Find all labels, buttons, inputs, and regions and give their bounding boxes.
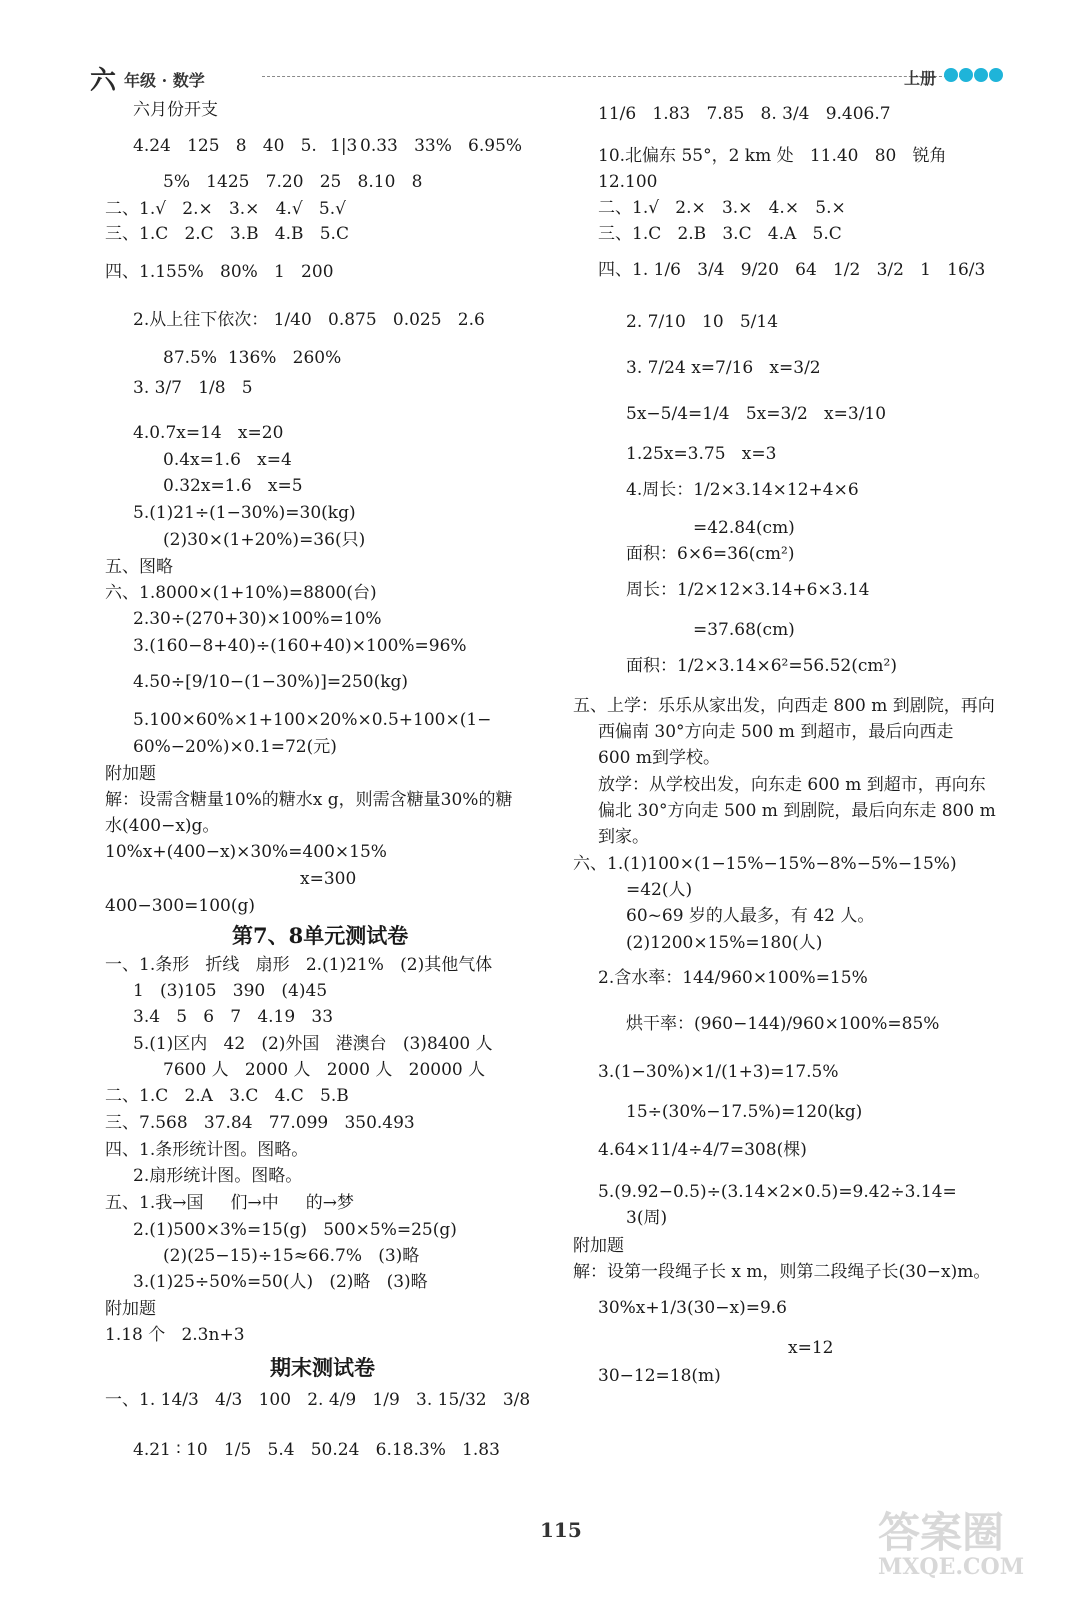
left-answer-line: 7600 人 2000 人 2000 人 20000 人 bbox=[163, 1060, 486, 1080]
left-answer-line: 六、1.8000×(1+10%)=8800(台) bbox=[105, 583, 377, 603]
left-answer-line: 三、7.568 37.84 77.099 350.493 bbox=[105, 1113, 415, 1133]
right-answer-line: =42(人) bbox=[626, 880, 693, 900]
right-answer-line: 4.周长：1/2×3.14×12+4×6 bbox=[626, 480, 859, 500]
right-answer-line: 600 m到学校。 bbox=[598, 748, 720, 768]
left-answer-line: 400−300=100(g) bbox=[105, 896, 255, 916]
right-answer-line: 四、1. 1/6 3/4 9/20 64 1/2 3/2 1 16/3 bbox=[598, 260, 986, 280]
right-answer-line: 二、1.√ 2.× 3.× 4.× 5.× bbox=[598, 198, 846, 218]
left-answer-line: 四、1.155% 80% 1 200 bbox=[105, 262, 334, 282]
left-answer-line: 附加题 bbox=[105, 1299, 156, 1319]
right-answer-line: 周长：1/2×12×3.14+6×3.14 bbox=[626, 580, 870, 600]
right-answer-line: 六、1.(1)100×(1−15%−15%−8%−5%−15%) bbox=[573, 854, 957, 874]
left-answer-line: 1 (3)105 390 (4)45 bbox=[133, 981, 328, 1001]
left-answer-line: 2.扇形统计图。图略。 bbox=[133, 1166, 303, 1186]
page-number: 115 bbox=[540, 1518, 582, 1542]
section-title-final: 期末测试卷 bbox=[270, 1355, 375, 1380]
left-answer-line: 1.18 个 2.3n+3 bbox=[105, 1325, 245, 1345]
left-answer-line: 60%−20%)×0.1=72(元) bbox=[133, 737, 337, 757]
right-answer-line: 面积：1/2×3.14×6²=56.52(cm²) bbox=[626, 656, 897, 676]
watermark-url: MXQE.COM bbox=[878, 1554, 1025, 1580]
left-answer-line: 一、1. 14/3 4/3 100 2. 4/9 1/9 3. 15/32 3/8 bbox=[105, 1390, 531, 1410]
subject-label: 年级 · 数学 bbox=[124, 71, 205, 90]
left-answer-line: 87.5% 136% 260% bbox=[163, 348, 342, 368]
left-answer-line: 4.24 125 8 40 5. bbox=[133, 136, 317, 156]
left-answer-line: (2)30×(1+20%)=36(只) bbox=[163, 530, 366, 550]
right-answer-line: 2. 7/10 10 5/14 bbox=[626, 312, 779, 332]
section-title-unit-7-8: 第7、8单元测试卷 bbox=[232, 923, 409, 948]
left-answer-line: 五、图略 bbox=[105, 557, 173, 577]
grade-label: 六 bbox=[90, 66, 117, 96]
series-logo-icon bbox=[944, 68, 1003, 82]
right-answer-line: 1.25x=3.75 x=3 bbox=[626, 444, 777, 464]
right-answer-line: 附加题 bbox=[573, 1236, 624, 1256]
right-answer-line: 30−12=18(m) bbox=[598, 1366, 721, 1386]
left-answer-line: 三、1.C 2.C 3.B 4.B 5.C bbox=[105, 224, 349, 244]
right-answer-line: 解：设第一段绳子长 x m，则第二段绳子长(30−x)m。 bbox=[573, 1262, 991, 1282]
right-answer-line: 放学：从学校出发，向东走 600 m 到超市，再向东 bbox=[598, 775, 986, 795]
right-answer-line: 西偏南 30°方向走 500 m 到超市，最后向西走 bbox=[598, 722, 954, 742]
left-answer-line: 3. 3/7 1/8 5 bbox=[133, 378, 253, 398]
right-answer-line: 3.(1−30%)×1/(1+3)=17.5% bbox=[598, 1062, 839, 1082]
left-answer-line: 四、1.条形统计图。图略。 bbox=[105, 1140, 309, 1160]
left-answer-line: 2.30÷(270+30)×100%=10% bbox=[133, 609, 382, 629]
left-answer-line: 附加题 bbox=[105, 764, 156, 784]
page-header bbox=[82, 60, 1012, 94]
right-answer-line: 3(周) bbox=[626, 1208, 668, 1228]
volume-label: 上册 bbox=[904, 69, 937, 88]
right-answer-line: 到家。 bbox=[598, 827, 649, 847]
watermark-logo bbox=[878, 1500, 1028, 1580]
right-answer-line: x=12 bbox=[788, 1338, 834, 1358]
right-answer-line: 偏北 30°方向走 500 m 到剧院，最后向东走 800 m bbox=[598, 801, 996, 821]
right-answer-line: 30%x+1/3(30−x)=9.6 bbox=[598, 1298, 787, 1318]
left-answer-line: 二、1.C 2.A 3.C 4.C 5.B bbox=[105, 1086, 349, 1106]
left-answer-line: 0.32x=1.6 x=5 bbox=[163, 476, 303, 496]
left-answer-line: 3.(1)25÷50%=50(人) (2)略 (3)略 bbox=[133, 1272, 428, 1292]
right-answer-line: 15÷(30%−17.5%)=120(kg) bbox=[626, 1102, 863, 1122]
right-answer-line: 五、上学：乐乐从家出发，向西走 800 m 到剧院，再向 bbox=[573, 696, 995, 716]
left-answer-line: 10%x+(400−x)×30%=400×15% bbox=[105, 842, 387, 862]
right-answer-line: 10.北偏东 55°，2 km 处 11.40 80 锐角 bbox=[598, 146, 947, 166]
left-answer-line: 5% 1425 7.20 25 8.10 8 bbox=[163, 172, 423, 192]
left-answer-line: 二、1.√ 2.× 3.× 4.√ 5.√ bbox=[105, 199, 346, 219]
right-answer-line: 面积：6×6=36(cm²) bbox=[626, 544, 795, 564]
right-answer-line: 11/6 1.83 7.85 8. 3/4 9.406.7 bbox=[598, 104, 891, 124]
left-answer-line: 5.(1)21÷(1−30%)=30(kg) bbox=[133, 503, 356, 523]
right-answer-line: 3. 7/24 x=7/16 x=3/2 bbox=[626, 358, 821, 378]
left-answer-line: 2.从上往下依次： 1/40 0.875 0.025 2.6 bbox=[133, 310, 485, 330]
left-answer-line: 5.(1)区内 42 (2)外国 港澳台 (3)8400 人 bbox=[133, 1034, 493, 1054]
header-divider bbox=[262, 76, 962, 77]
right-answer-line: 60~69 岁的人最多，有 42 人。 bbox=[626, 906, 875, 926]
left-answer-line: 0.4x=1.6 x=4 bbox=[163, 450, 292, 470]
left-answer-line: (2)(25−15)÷15≈66.7% (3)略 bbox=[163, 1246, 420, 1266]
right-answer-line: 12.100 bbox=[598, 172, 658, 192]
watermark-text: 答案圈 bbox=[878, 1508, 1005, 1557]
left-answer-line: 3.(160−8+40)÷(160+40)×100%=96% bbox=[133, 636, 467, 656]
right-answer-line: 4.64×11/4÷4/7=308(棵) bbox=[598, 1140, 807, 1160]
left-answer-line: 水(400−x)g。 bbox=[105, 816, 220, 836]
right-answer-line: 三、1.C 2.B 3.C 4.A 5.C bbox=[598, 224, 842, 244]
left-answer-line: 5.100×60%×1+100×20%×0.5+100×(1− bbox=[133, 710, 492, 730]
right-answer-line: =42.84(cm) bbox=[693, 518, 795, 538]
left-answer-line: 2.(1)500×3%=15(g) 500×5%=25(g) bbox=[133, 1220, 457, 1240]
right-answer-line: 5.(9.92−0.5)÷(3.14×2×0.5)=9.42÷3.14= bbox=[598, 1182, 957, 1202]
left-answer-line: 4.50÷[9/10−(1−30%)]=250(kg) bbox=[133, 672, 409, 692]
right-answer-line: 5x−5/4=1/4 5x=3/2 x=3/10 bbox=[626, 404, 887, 424]
left-answer-line: 解：设需含糖量10%的糖水x g，则需含糖量30%的糖 bbox=[105, 790, 513, 810]
left-answer-line: 4.21 ∶ 10 1/5 5.4 50.24 6.18.3% 1.83 bbox=[133, 1440, 500, 1460]
left-answer-line: x=300 bbox=[300, 869, 357, 889]
left-answer-line: 一、1.条形 折线 扇形 2.(1)21% (2)其他气体 bbox=[105, 955, 493, 975]
right-answer-line: 2.含水率：144/960×100%=15% bbox=[598, 968, 868, 988]
left-answer-line: 4.0.7x=14 x=20 bbox=[133, 423, 284, 443]
left-answer-line: 五、1.我→国 们→中 的→梦 bbox=[105, 1193, 354, 1213]
right-answer-line: (2)1200×15%=180(人) bbox=[626, 933, 823, 953]
left-answer-line: 0.33 33% 6.95% bbox=[360, 136, 523, 156]
right-answer-line: 烘干率：(960−144)/960×100%=85% bbox=[626, 1014, 940, 1034]
right-answer-line: =37.68(cm) bbox=[693, 620, 795, 640]
left-answer-line: 六月份开支 bbox=[133, 100, 218, 120]
left-answer-line: 1|3 bbox=[330, 136, 358, 156]
left-answer-line: 3.4 5 6 7 4.19 33 bbox=[133, 1007, 334, 1027]
